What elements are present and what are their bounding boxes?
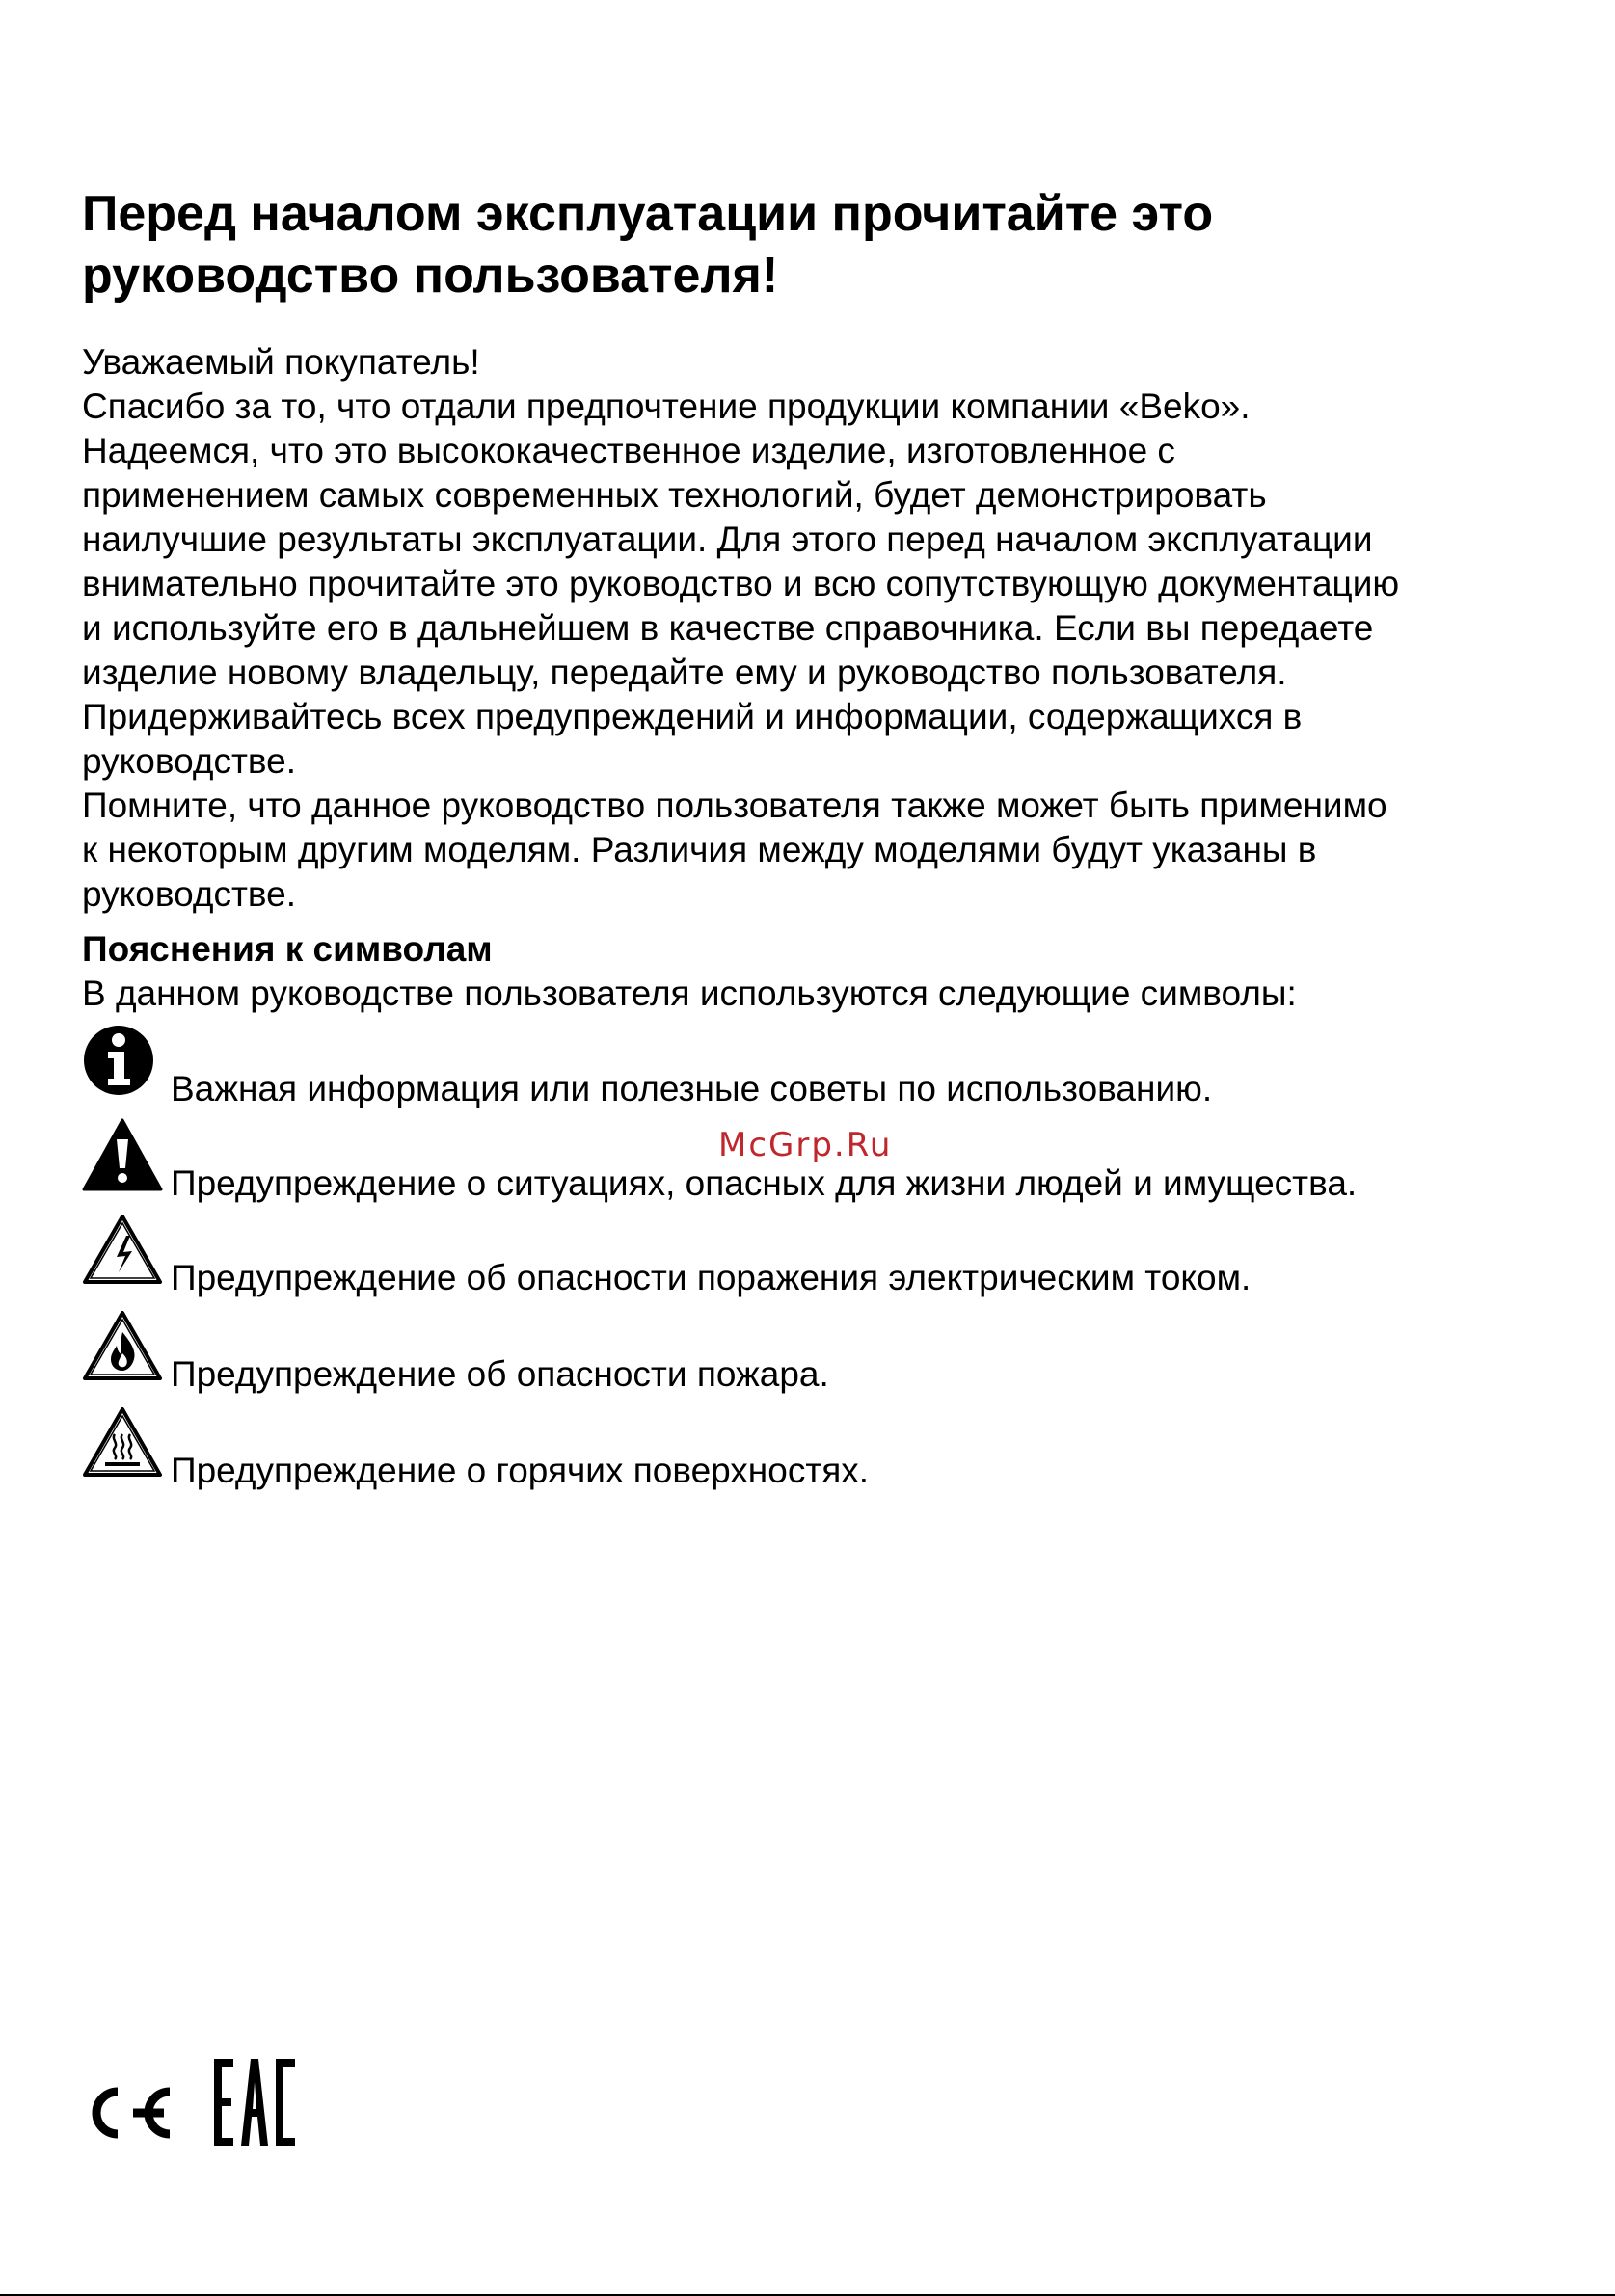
title-line: руководство пользователя!	[82, 248, 779, 304]
intro-line: к некоторым другим моделям. Различия между моделями будут указаны в	[82, 830, 1317, 869]
intro-line: руководстве.	[82, 874, 296, 914]
symbol-text: Предупреждение об опасности поражения электрическим током.	[171, 1258, 1252, 1297]
symbol-text: Важная информация или полезные советы по использованию.	[171, 1069, 1213, 1108]
intro-line: Уважаемый покупатель!	[82, 342, 480, 382]
intro-line: внимательно прочитайте это руководство и всю сопутствующую документацию	[82, 564, 1400, 603]
eac-mark	[214, 2059, 295, 2146]
symbols-intro: В данном руководстве пользователя используются следующие символы:	[82, 974, 1297, 1013]
warning-icon	[82, 1118, 163, 1191]
info-icon	[82, 1024, 155, 1097]
intro-line: Надеемся, что это высококачественное изделие, изготовленное с	[82, 431, 1175, 470]
ce-mark	[96, 2092, 170, 2134]
intro-line: Спасибо за то, что отдали предпочтение продукции компании «Beko».	[82, 387, 1251, 426]
symbol-text: Предупреждение о горячих поверхностях.	[171, 1451, 870, 1490]
intro-line: и используйте его в дальнейшем в качестве справочника. Если вы передаете	[82, 608, 1374, 648]
intro-line: применением самых современных технологий, будет демонстрировать	[82, 475, 1267, 515]
intro-line: Помните, что данное руководство пользователя также может быть применимо	[82, 786, 1387, 825]
intro-line: изделие новому владельцу, передайте ему и руководство пользователя.	[82, 653, 1287, 692]
electric-shock-icon	[82, 1213, 163, 1286]
symbol-row-info	[82, 1024, 1528, 1110]
watermark: McGrp.Ru	[718, 1126, 893, 1164]
symbol-row-electric	[82, 1213, 1528, 1299]
hot-surface-icon	[82, 1405, 163, 1479]
symbol-text: Предупреждение об опасности пожара.	[171, 1354, 829, 1394]
intro-line: наилучшие результаты эксплуатации. Для этого перед началом эксплуатации	[82, 520, 1373, 559]
symbols-heading: Пояснения к символам	[82, 929, 493, 969]
intro-line: Придерживайтесь всех предупреждений и информации, содержащихся в	[82, 697, 1303, 736]
fire-hazard-icon	[82, 1309, 163, 1382]
symbol-text: Предупреждение о ситуациях, опасных для жизни людей и имущества.	[171, 1163, 1358, 1203]
title-line: Перед началом эксплуатации прочитайте это	[82, 186, 1214, 242]
certification-marks	[79, 2053, 310, 2149]
intro-line: руководстве.	[82, 741, 296, 781]
page-title	[82, 183, 1528, 307]
symbol-row-fire	[82, 1309, 1528, 1396]
symbol-row-hot-surface	[82, 1405, 1528, 1492]
intro-text	[82, 340, 1572, 917]
